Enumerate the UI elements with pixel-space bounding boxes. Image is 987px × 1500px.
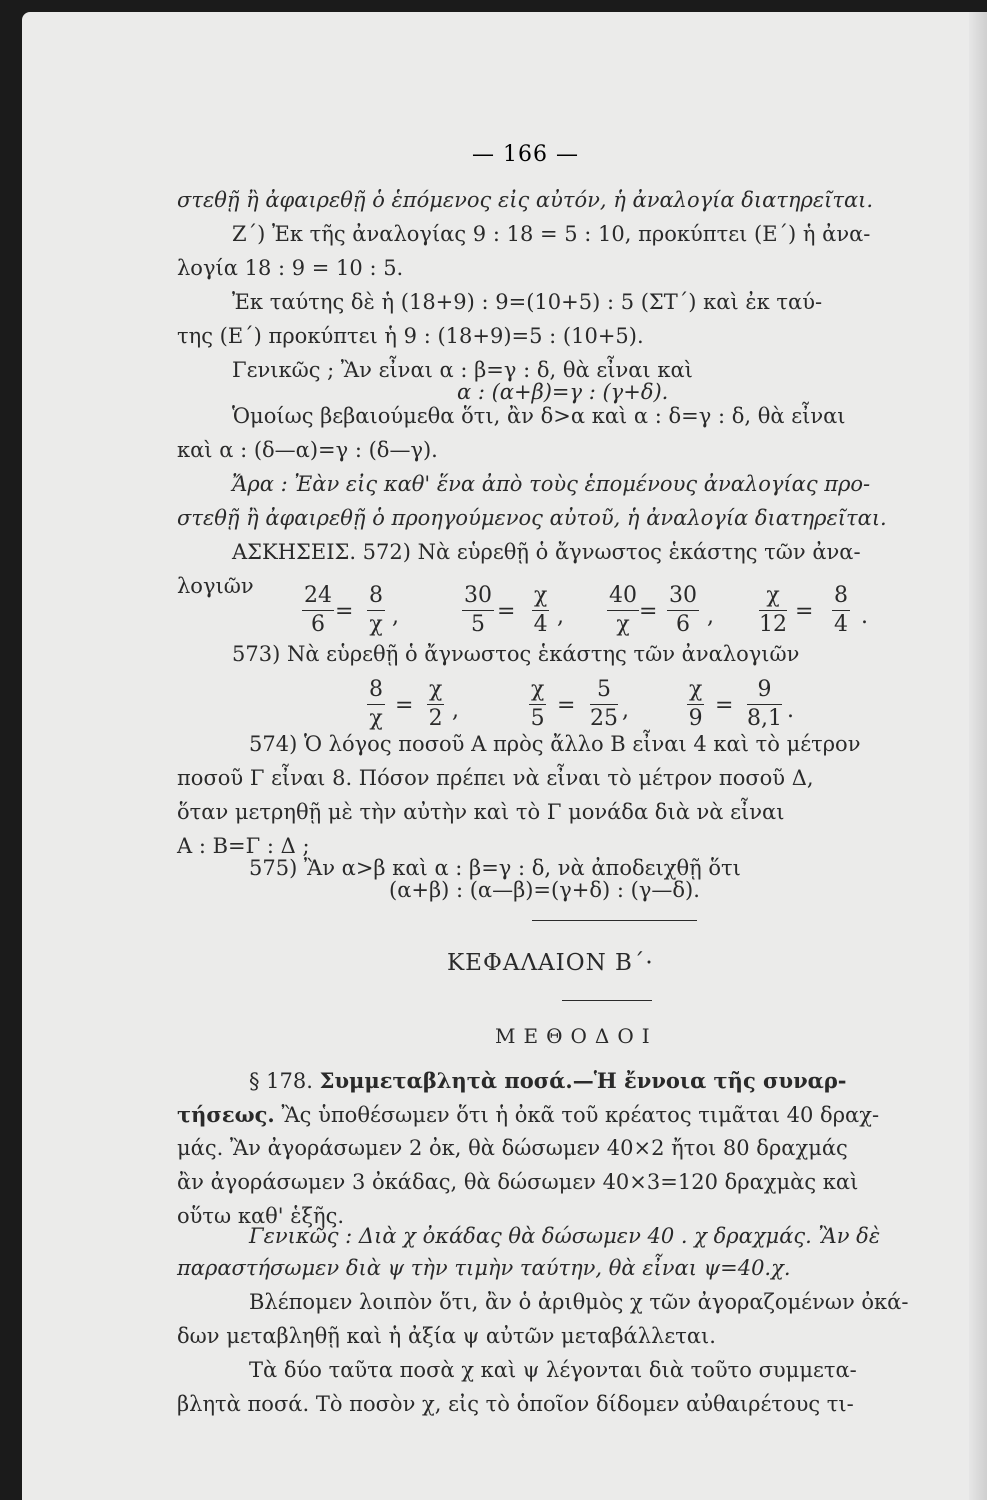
fraction: $\frac{24}{6}$ [304, 583, 332, 637]
equals-sign: = [497, 599, 516, 624]
text-line: 573) Νὰ εὑρεθῇ ὁ ἄγνωστος ἑκάστης τῶν ἀναλογιῶν [232, 642, 800, 666]
text-line: ὅταν μετρηθῇ μὲ τὴν αὐτὴν καὶ τὸ Γ μονάδα διὰ νὰ εἶναι [177, 800, 785, 824]
text-line: Ὁμοίως βεβαιούμεθα ὅτι, ἂν δ>α καὶ α : δ=γ : δ, θὰ εἶναι [232, 404, 846, 428]
text-line: δων μεταβληθῇ καὶ ἡ ἀξία ψ αὐτῶν μεταβάλλεται. [177, 1324, 716, 1348]
book-page [22, 12, 987, 1500]
text-line: Ἂς ὑποθέσωμεν ὅτι ἡ ὀκᾶ τοῦ κρέατος τιμᾶται 40 δραχ- [281, 1103, 880, 1127]
text-line: καὶ α : (δ—α)=γ : (δ—γ). [177, 438, 438, 462]
text-line: (α+β) : (α—β)=(γ+δ) : (γ—δ). [389, 878, 700, 902]
section-title: ΜΕΘΟΔΟΙ [495, 1024, 658, 1048]
text-line: Γενικῶς ; Ἂν εἶναι α : β=γ : δ, θὰ εἶναι καὶ [232, 358, 693, 382]
text-line: Ἄρα : Ἐὰν εἰς καθ' ἕνα ἀπὸ τοὺς ἑπομένους ἀναλογίας προ- [232, 472, 871, 496]
fraction: $\frac{8}{\chi}$ [369, 583, 383, 637]
text-line: παραστήσωμεν διὰ ψ τὴν τιμὴν ταύτην, θὰ εἶναι ψ=40.χ. [177, 1256, 791, 1280]
text-line: Βλέπομεν λοιπὸν ὅτι, ἂν ὁ ἀριθμὸς χ τῶν ἀγοραζομένων ὀκά- [249, 1290, 909, 1314]
section-number: § 178. [249, 1069, 313, 1093]
text-line: λογία 18 : 9 = 10 : 5. [177, 256, 404, 280]
fraction: $\frac{30}{6}$ [669, 583, 697, 637]
fraction: $\frac{8}{\chi}$ [369, 677, 383, 731]
comma: , [622, 698, 629, 723]
equals-sign: = [557, 693, 576, 718]
text-line: της (Ε΄) προκύπτει ἡ 9 : (18+9)=5 : (10+5). [177, 324, 644, 348]
text-line: ΑΣΚΗΣΕΙΣ. 572) Νὰ εὑρεθῇ ὁ ἄγνωστος ἑκάστης τῶν ἀνα- [232, 540, 861, 564]
text-line: Γενικῶς : Διὰ χ ὀκάδας θὰ δώσωμεν 40 . χ δραχμάς. Ἂν δὲ [249, 1224, 881, 1248]
fraction: $\frac{\chi}{5}$ [530, 677, 545, 731]
separator-rule [562, 1000, 652, 1001]
fraction: $\frac{\chi}{12}$ [759, 583, 787, 637]
fraction: $\frac{8}{4}$ [834, 583, 848, 637]
text-line: Α : Β=Γ : Δ ; [177, 834, 310, 858]
text-line: Τὰ δύο ταῦτα ποσὰ χ καὶ ψ λέγονται διὰ τοῦτο συμμετα- [249, 1358, 857, 1382]
equals-sign: = [795, 599, 814, 624]
equals-sign: = [639, 599, 658, 624]
fraction: $\frac{30}{5}$ [464, 583, 492, 637]
fraction: $\frac{9}{8,1}$ [747, 677, 782, 731]
text-line [177, 1098, 879, 1133]
text-line: Ζ΄) Ἐκ τῆς ἀναλογίας 9 : 18 = 5 : 10, προκύπτει (Ε΄) ἡ ἀνα- [232, 222, 871, 246]
separator-rule [532, 920, 697, 921]
text-line: ποσοῦ Γ εἶναι 8. Πόσον πρέπει νὰ εἶναι τὸ μέτρον ποσοῦ Δ, [177, 766, 814, 790]
text-line: 575) Ἂν α>β καὶ α : β=γ : δ, νὰ ἀποδειχθῇ ὅτι [249, 856, 741, 880]
equals-sign: = [335, 599, 354, 624]
text-line: α : (α+β)=γ : (γ+δ). [457, 380, 669, 404]
fraction: $\frac{5}{25}$ [590, 677, 618, 731]
comma: , [707, 604, 714, 629]
period: . [861, 604, 868, 629]
page-number: — 166 — [472, 142, 579, 167]
period: . [787, 698, 794, 723]
text-line: 574) Ὁ λόγος ποσοῦ Α πρὸς ἄλλο Β εἶναι 4 καὶ τὸ μέτρον [249, 732, 861, 756]
section-heading-line [249, 1064, 847, 1099]
section-heading-cont: τήσεως. [177, 1102, 275, 1127]
fraction: $\frac{\chi}{9}$ [688, 677, 703, 731]
text-line: μάς. Ἂν ἀγοράσωμεν 2 ὀκ, θὰ δώσωμεν 40×2 ἤτοι 80 δραχμάς [177, 1136, 848, 1160]
comma: , [392, 604, 399, 629]
text-line: οὕτω καθ' ἑξῆς. [177, 1204, 345, 1228]
page-edge [969, 12, 987, 1500]
text-line: Ἐκ ταύτης δὲ ἡ (18+9) : 9=(10+5) : 5 (ΣΤ΄) καὶ ἐκ ταύ- [232, 290, 823, 314]
text-line: λογιῶν [177, 574, 254, 598]
fraction: $\frac{\chi}{2}$ [428, 677, 443, 731]
text-line: στεθῇ ἢ ἀφαιρεθῇ ὁ ἑπόμενος εἰς αὐτόν, ἡ ἀναλογία διατηρεῖται. [177, 188, 874, 212]
comma: , [557, 604, 564, 629]
text-line: βλητὰ ποσά. Τὸ ποσὸν χ, εἰς τὸ ὁποῖον δίδομεν αὐθαιρέτους τι- [177, 1392, 854, 1416]
section-heading: Συμμεταβλητὰ ποσά.—Ἡ ἔννοια τῆς συναρ- [319, 1068, 847, 1093]
text-line: στεθῇ ἢ ἀφαιρεθῇ ὁ προηγούμενος αὐτοῦ, ἡ ἀναλογία διατηρεῖται. [177, 506, 887, 530]
equals-sign: = [395, 693, 414, 718]
fraction: $\frac{\chi}{4}$ [533, 583, 548, 637]
chapter-title: ΚΕΦΑΛΑΙΟΝ Β΄· [447, 950, 654, 976]
equals-sign: = [715, 693, 734, 718]
text-line: ἂν ἀγοράσωμεν 3 ὀκάδας, θὰ δώσωμεν 40×3=120 δραχμὰς καὶ [177, 1170, 859, 1194]
comma: , [452, 698, 459, 723]
fraction: $\frac{40}{\chi}$ [609, 583, 637, 637]
